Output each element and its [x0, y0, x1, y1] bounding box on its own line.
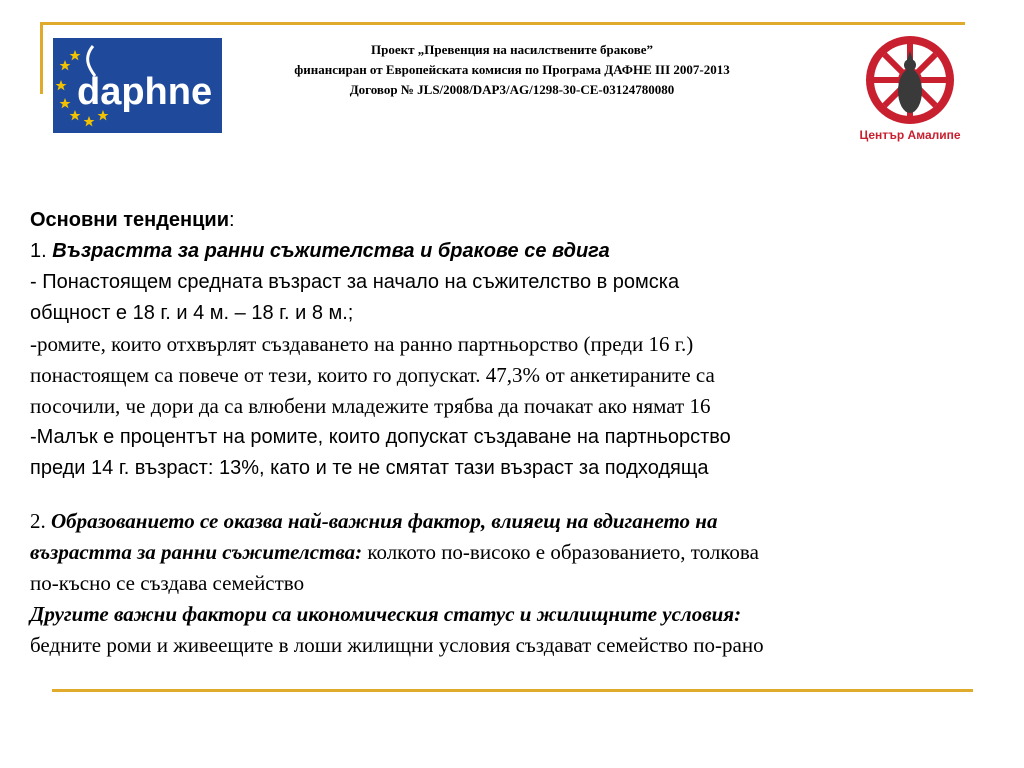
item-2-number: 2.	[30, 509, 51, 533]
heading-colon: :	[228, 209, 235, 231]
item-3-title: Другите важни фактори са икономическия статус и жилищните условия:	[30, 602, 742, 626]
main-content	[30, 205, 990, 661]
amalipe-logo	[856, 33, 964, 148]
bottom-divider	[52, 689, 973, 692]
header-line-2: финансиран от Европейската комисия по Програма ДАФНЕ III 2007-2013	[294, 62, 730, 77]
header-line-1: Проект „Превенция на насилствените бракове”	[370, 42, 654, 57]
header-line-3: Договор № JLS/2008/DAP3/AG/1298-30-CE-03124780080	[349, 82, 675, 97]
item-2-line-3: по-късно се създава семейство	[30, 571, 305, 595]
item-2-title-line-1: Образованието се оказва най-важния фактор, влияещ на вдигането на	[51, 509, 718, 533]
item-1	[30, 236, 990, 267]
paragraph-2-line-3: посочили, че дори да са влюбени младежите трябва да почакат ако нямат 16	[30, 394, 711, 418]
item-1-title: Възрастта за ранни съжителства и бракове се вдига	[52, 240, 610, 262]
left-divider	[40, 22, 43, 94]
heading-text: Основни тенденции	[30, 209, 229, 231]
paragraph-3-line-1: -Малък е процентът на ромите, които допускат създаване на партньорство	[30, 426, 731, 448]
item-2-title-line-2: възрастта за ранни съжителства:	[30, 540, 363, 564]
item-2-text-line-2: колкото по-високо е образованието, толкова	[362, 540, 759, 564]
heading	[30, 205, 990, 236]
item-3-text: бедните роми и живеещите в лоши жилищни условия създават семейство по-рано	[30, 633, 764, 657]
amalipe-wheel-icon	[856, 33, 964, 128]
project-header	[222, 40, 802, 100]
paragraph-2-line-2: понастоящем са повече от тези, които го допускат. 47,3% от анкетираните са	[30, 363, 715, 387]
item-2-line-2	[30, 537, 990, 568]
item-1-number: 1.	[30, 240, 53, 262]
paragraph-3-line-2: преди 14 г. възраст: 13%, като и те не смятат тази възраст за подходяща	[30, 457, 709, 479]
paragraph-1-line-2: общност е 18 г. и 4 м. – 18 г. и 8 м.;	[30, 302, 354, 324]
daphne-logo	[53, 38, 222, 133]
top-divider	[40, 22, 965, 25]
paragraph-2-line-1: -ромите, които отхвърлят създаването на ранно партньорство (преди 16 г.)	[30, 332, 694, 356]
spacer	[30, 484, 990, 506]
amalipe-caption: Център Амалипе	[859, 128, 961, 142]
daphne-wordmark: daphne	[77, 71, 213, 113]
daphne-logo-graphic	[53, 38, 222, 133]
paragraph-1-line-1: - Понастоящем средната възраст за начало на съжителство в ромска	[30, 271, 680, 293]
item-2-line-1	[30, 506, 990, 537]
